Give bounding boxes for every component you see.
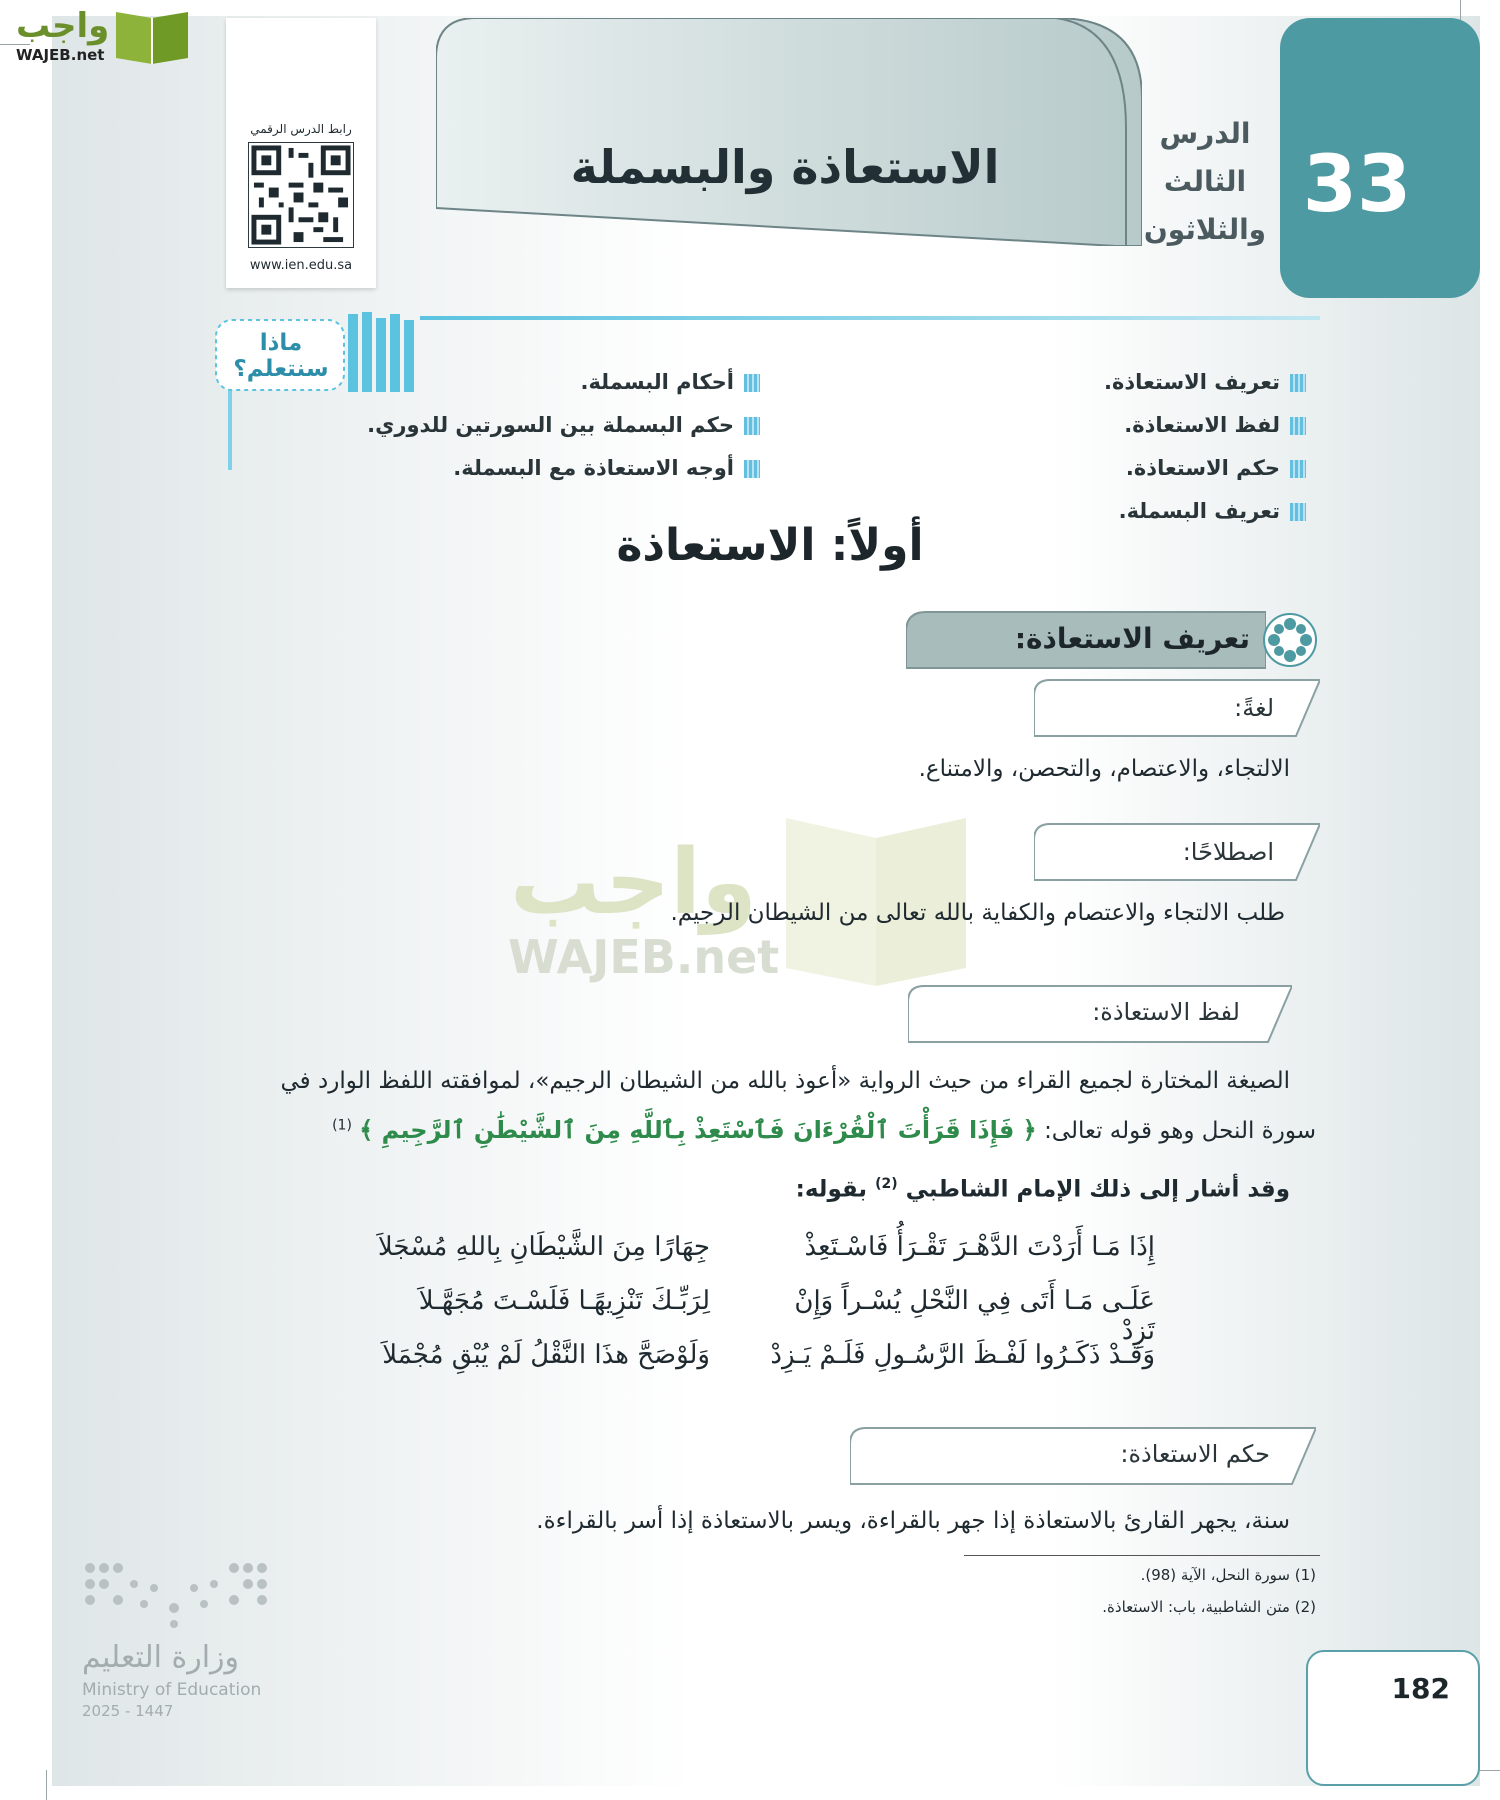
lesson-word-line: والثلاثون (1143, 213, 1267, 246)
poem-verse-left: لِرَبِّـكَ تَنْزِيهًـا فَلَسْـتَ مُجَهَّـلاَ (418, 1286, 710, 1316)
poem-verse-left: جِهَارًا مِنَ الشَّيْطَانِ بِاللهِ مُسْجَلاَ (377, 1232, 710, 1262)
bullet-icon (744, 374, 760, 392)
poem-verse-right: وَقَـدْ ذَكَـرُوا لَفْـظَ الرَّسُـولِ فَلَـمْ يَـزِدْ (770, 1340, 1155, 1370)
footnote-ref[interactable]: (2) (875, 1176, 898, 1192)
lugha-label: لغةً: (1234, 694, 1274, 722)
watermark-english: WAJEB.net (508, 930, 780, 984)
lafz-verse-line (300, 1116, 1316, 1144)
title-banner (436, 18, 1142, 246)
lugha-text: الالتجاء، والاعتصام، والتحصن، والامتناع. (918, 756, 1290, 782)
footnote: (1) سورة النحل، الآية (98). (1140, 1566, 1316, 1584)
lesson-number: 33 (1302, 140, 1412, 230)
logo-arabic: واجب (16, 6, 110, 46)
learn-heading (226, 330, 336, 382)
wajeb-logo[interactable] (6, 6, 191, 66)
bullet-icon (1290, 503, 1306, 521)
logo-english: WAJEB.net (16, 46, 105, 64)
learn-heading-line: سنتعلم؟ (233, 356, 329, 382)
bullet-icon (1290, 417, 1306, 435)
footnote-divider (964, 1555, 1320, 1556)
quran-verse: ﴿ فَإِذَا قَرَأْتَ ٱلْقُرْءَانَ فَٱسْتَعِذْ بِٱللَّهِ مِنَ ٱلشَّيْطَٰنِ ٱلرَّجِيمِ ﴾ (359, 1116, 1037, 1144)
lesson-word (1130, 110, 1280, 254)
shatibi-line: وقد أشار إلى ذلك الإمام الشاطبي $^{(2)}$ بقوله: (795, 1176, 1290, 1203)
istilah-label: اصطلاحًا: (1182, 838, 1274, 866)
page-number-box (1306, 1650, 1480, 1786)
learn-heading-line: ماذا (259, 330, 303, 356)
qr-url[interactable]: www.ien.edu.sa (249, 258, 353, 273)
ministry-year: 2025 - 1447 (82, 1702, 174, 1720)
section-title: أولاً: الاستعاذة (616, 520, 924, 571)
rosette-icon (1262, 612, 1318, 668)
objective-item: حكم البسملة بين السورتين للدوري. (360, 413, 760, 437)
bullet-icon (744, 460, 760, 478)
poem-verse-right: عَلَـى مَـا أَتَى فِي النَّحْلِ يُسْـراً وَإِنْ تَزِدْ (794, 1286, 1155, 1346)
definition-heading: تعريف الاستعاذة: (1014, 622, 1250, 655)
footnote-ref[interactable]: (1) (332, 1117, 352, 1134)
lesson-word-line: الثالث (1163, 165, 1247, 198)
objective-item: أوجه الاستعاذة مع البسملة. (360, 456, 760, 480)
istilah-text: طلب الالتجاء والاعتصام والكفاية بالله تعالى من الشيطان الرجيم. (670, 900, 1285, 926)
book-icon (112, 8, 192, 66)
lesson-title: الاستعاذة والبسملة (570, 140, 1000, 194)
bullet-icon (744, 417, 760, 435)
learn-divider (420, 316, 1320, 320)
qr-card[interactable] (226, 18, 376, 288)
qr-label: رابط الدرس الرقمي (250, 122, 352, 136)
objective-item: أحكام البسملة. (360, 370, 760, 394)
ministry-english: Ministry of Education (82, 1680, 262, 1700)
page-number: 182 (1391, 1672, 1450, 1705)
lafz-verse-prefix: سورة النحل وهو قوله تعالى: (1044, 1118, 1316, 1144)
crop-mark (46, 1770, 47, 1800)
ministry-logo-icon (84, 1560, 270, 1630)
lesson-word-line: الدرس (1159, 117, 1251, 150)
ministry-arabic: وزارة التعليم (82, 1640, 240, 1675)
objective-item: تعريف البسملة. (1000, 499, 1306, 523)
watermark-arabic: واجب (510, 830, 757, 935)
poem-verse-right: إِذَا مَـا أَرَدْتَ الدَّهْـرَ تَقْـرَأُ فَاسْـتَعِذْ (804, 1232, 1155, 1262)
lafz-text: الصيغة المختارة لجميع القراء من حيث الرواية «أعوذ بالله من الشيطان الرجيم»، لموافقته اللفظ الوارد في (280, 1068, 1290, 1094)
footnote: (2) متن الشاطبية، باب: الاستعاذة. (1102, 1598, 1316, 1616)
objective-item: لفظ الاستعاذة. (1000, 413, 1306, 437)
poem-verse-left: وَلَوْصَحَّ هذَا النَّقْلُ لَمْ يُبْقِ مُجْمَلاَ (382, 1340, 710, 1370)
objective-item: حكم الاستعاذة. (1000, 456, 1306, 480)
hukm-text: سنة، يجهر القارئ بالاستعاذة إذا جهر بالقراءة، ويسر بالاستعاذة إذا أسر بالقراءة. (536, 1508, 1290, 1534)
lafz-label: لفظ الاستعاذة: (1092, 998, 1240, 1026)
qr-code-icon[interactable] (248, 142, 354, 248)
hukm-label: حكم الاستعاذة: (1120, 1440, 1270, 1468)
objective-item: تعريف الاستعاذة. (1000, 370, 1306, 394)
bullet-icon (1290, 460, 1306, 478)
bullet-icon (1290, 374, 1306, 392)
